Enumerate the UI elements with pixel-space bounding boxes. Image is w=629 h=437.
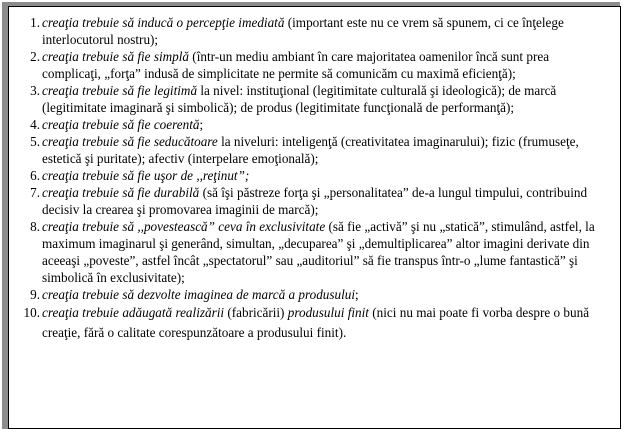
item-italic: creaţia trebuie să inducă o percepţie imediată xyxy=(42,15,285,30)
list-item xyxy=(25,286,610,303)
item-italic: creaţia trebuie adăugată realizării xyxy=(42,305,225,320)
item-text: (important este nu ce vrem să spunem, ci ce înţelege interlocutorul nostru); xyxy=(42,15,564,47)
list-item xyxy=(25,116,610,133)
item-number: 2. xyxy=(30,49,40,64)
item-italic: creaţia trebuie să dezvolte imaginea de marcă a produsului xyxy=(42,287,356,302)
item-italic: creaţia trebuie să fie coerentă xyxy=(42,117,200,132)
item-number: 10. xyxy=(23,305,40,320)
numbered-list xyxy=(25,14,610,343)
item-italic: creaţia trebuie să fie durabilă xyxy=(42,185,200,200)
item-italic: creaţia trebuie să fie seducătoare xyxy=(42,134,218,149)
list-item xyxy=(25,218,610,286)
text-box xyxy=(8,6,621,429)
item-text: ; xyxy=(355,287,359,302)
item-text: la nivel: instituţional (legitimitate culturală şi ideologică); de marcă (legitimitate imaginară şi simbolică); de produs (legitimitate funcţională de performanţă); xyxy=(42,83,557,115)
list-item xyxy=(25,167,610,184)
item-number: 1. xyxy=(30,15,40,30)
list-item xyxy=(25,133,610,167)
list-item xyxy=(25,184,610,218)
item-italic: creaţia trebuie să ,,povestească” ceva în exclusivitate xyxy=(42,219,326,234)
list-item xyxy=(25,14,610,48)
item-number: 7. xyxy=(30,185,40,200)
item-text: (fabricării) xyxy=(224,305,288,320)
list-item xyxy=(25,303,610,343)
item-italic-2: produsului finit xyxy=(287,305,369,320)
list-item xyxy=(25,48,610,82)
item-text: (să îşi păstreze forţa şi „personalitatea” de-a lungul timpului, contribuind decisiv la crearea şi promovarea imaginii de marcă); xyxy=(42,185,588,217)
item-number: 9. xyxy=(30,287,40,302)
item-text: (să fie „activă” şi nu „statică”, stimulând, astfel, la maximum imaginarul şi generând, simultan, „decuparea” şi „demultiplicarea” altor imagini derivate din aceeaşi „poveste”, astfel încât „spectatorul” sau „auditoriul” să fie transpus într-o „lume fantastică” şi simbolică în exclusivitate); xyxy=(42,219,595,285)
item-number: 6. xyxy=(30,168,40,183)
item-text: (într-un mediu ambiant în care majoritatea oamenilor încă sunt prea complicaţi, „forţa” indusă de simplicitate ne permite să comunicăm cu maximă eficienţă); xyxy=(42,49,550,81)
list-item xyxy=(25,82,610,116)
item-number: 3. xyxy=(30,83,40,98)
item-italic: creaţia trebuie să fie simplă xyxy=(42,49,189,64)
item-number: 4. xyxy=(30,117,40,132)
item-number: 8. xyxy=(30,219,40,234)
item-text-2: (nici nu mai poate fi vorba despre o bună creaţie, fără o calitate corespunzătoare a produsului finit). xyxy=(42,305,590,340)
item-italic: creaţia trebuie să fie uşor de ,,reţinut”; xyxy=(42,168,250,183)
item-text: ; xyxy=(199,117,204,132)
item-text: la niveluri: inteligenţă (creativitatea imaginarului); fizic (frumuseţe, estetică şi puritate); afectiv (interpelare emoţională); xyxy=(42,134,579,166)
item-number: 5. xyxy=(30,134,40,149)
item-italic: creaţia trebuie să fie legitimă xyxy=(42,83,198,98)
